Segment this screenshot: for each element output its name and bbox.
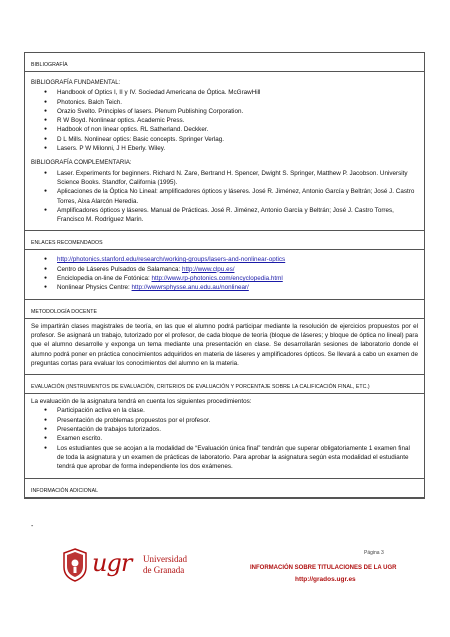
rp-photonics-link[interactable]: http://www.rp-photonics.com/encyclopedia.html [151, 275, 283, 283]
list-item: ● Laser. Experiments for beginners. Richard N. Zare, Bertrand H. Spencer, Dwight S. Springer, Matthew P. Jacobson. University Science Books. Standfor, California (1995). [57, 169, 418, 188]
page-number: Página 3 [364, 550, 384, 556]
list-item [57, 255, 418, 264]
list-item: ● Amplificadores ópticos y láseres. Manual de Prácticas. José R. Jiménez, Antonio García y Beltrán; José J. Castro Torres, Francisco M. Rodríguez Marín. [57, 206, 418, 225]
list-item: ● Examen escrito. [57, 434, 418, 443]
list-item: ● Orazio Svelto. Principles of lasers. Plenum Publishing Corporation. [57, 107, 418, 116]
bibliografia-section [24, 52, 425, 230]
anu-link[interactable]: http://wwwrsphysse.anu.edu.au/nonlinear/ [131, 284, 249, 292]
university-crest-icon [60, 547, 90, 583]
list-item: ● Presentación de trabajos tutorizados. [57, 425, 418, 434]
evaluacion-section [24, 374, 425, 477]
metodologia-text: Se impartirán clases magistrales de teoría, en las que el alumno podrá participar mediante la resolución de ejercicios propuestos por el profesor. Se asignará un trabajo, tutorizado por el profesor, de cada bloque de teoría (bloque de láseres; y bloque de óptica no lineal) para que el alumno desarrolle y exponga un tema mediante una presentación en clase. Se desarrollarán sesiones de laboratorio donde el alumno podrá poner en práctica conocimientos adquiridos en materia de láseres y amplificadores ópticos. Se llevará a cabo un examen de preguntas cortas para evaluar los conocimientos del alumno en la materia. [31, 322, 418, 367]
list-item: ● Nonlinear Physics Centre: http://wwwrsphysse.anu.edu.au/nonlinear/ [57, 283, 418, 292]
section-header: INFORMACIÓN ADICIONAL [25, 479, 424, 498]
list-item: ● Enciclopedia on-line de Fotónica: http://www.rp-photonics.com/encyclopedia.html [57, 274, 418, 283]
clpu-link[interactable]: http://www.clpu.es/ [181, 265, 235, 273]
grados-url[interactable]: http://grados.ugr.es [295, 576, 356, 583]
list-item: ● Lasers. P W Milonni, J H Eberly. Wiley. [57, 144, 418, 153]
info-titulaciones-title: INFORMACIÓN SOBRE TITULACIONES DE LA UGR [250, 565, 397, 571]
fundamental-list [31, 88, 418, 153]
university-name: Universidad de Granada [143, 554, 187, 575]
section-header: EVALUACIÓN (INSTRUMENTOS DE EVALUACIÓN, CRITERIOS DE EVALUACIÓN Y PORCENTAJE SOBRE LA CALIFICACIÓN FINAL, ETC.) [25, 375, 424, 394]
metodologia-section [24, 299, 425, 374]
list-item: ● R W Boyd. Nonlinear optics. Academic Press. [57, 116, 418, 125]
info-adicional-text: - [31, 523, 34, 530]
guide-document [24, 52, 425, 499]
section-header: BIBLIOGRAFÍA [25, 53, 424, 72]
list-item: ● Hadbook of non linear optics. RL Satherland. Deckker. [57, 125, 418, 134]
list-item: ● Photonics. Balch Teich. [57, 98, 418, 107]
list-item: ● Presentación de problemas propuestos por el profesor. [57, 416, 418, 425]
section-header: ENLACES RECOMENDADOS [25, 231, 424, 250]
list-item: ● Centro de Láseres Pulsados de Salamanca: http://www.clpu.es/ [57, 265, 418, 274]
evaluacion-list [31, 406, 418, 471]
section-header: METODOLOGÍA DOCENTE [25, 300, 424, 319]
complementaria-list [31, 169, 418, 225]
list-item: ● Aplicaciones de la Óptica No Lineal: amplificadores ópticos y láseres. José R. Jiménez, Antonio García y Beltrán; José J. Castro Torres, Aixa Alarcón Heredia. [57, 187, 418, 206]
list-item: ● Handbook of Optics I, II y IV. Sociedad Americana de Óptica. McGrawHill [57, 88, 418, 97]
list-item: ● D L Mills. Nonlinear optics: Basic concepts. Springer Verlag. [57, 135, 418, 144]
page-footer [24, 537, 425, 590]
complementaria-title: BIBLIOGRAFÍA COMPLEMENTARIA: [31, 160, 132, 167]
links-list [31, 255, 418, 292]
evaluacion-intro: La evaluación de la asignatura tendrá en cuenta los siguientes procedimientos: [31, 398, 252, 406]
fundamental-title: BIBLIOGRAFÍA FUNDAMENTAL: [31, 80, 121, 86]
enlaces-section [24, 230, 425, 298]
ugr-logo: ugr [92, 549, 132, 577]
stanford-link[interactable]: http://photonics.stanford.edu/research/working-groups/lasers-and-nonlinear-optics [57, 256, 286, 264]
list-item: ● Participación activa en la clase. [57, 406, 418, 415]
list-item: ● Los estudiantes que se acojan a la modalidad de “Evaluación única final” tendrán que superar obligatoriamente 1 examen final de toda la asignatura y un examen de prácticas de laboratorio. Para aprobar la asignatura según esta modalidad el estudiante tendrá que aprobar de forma independiente los dos exámenes. [57, 444, 418, 472]
info-adicional-section [24, 478, 425, 499]
